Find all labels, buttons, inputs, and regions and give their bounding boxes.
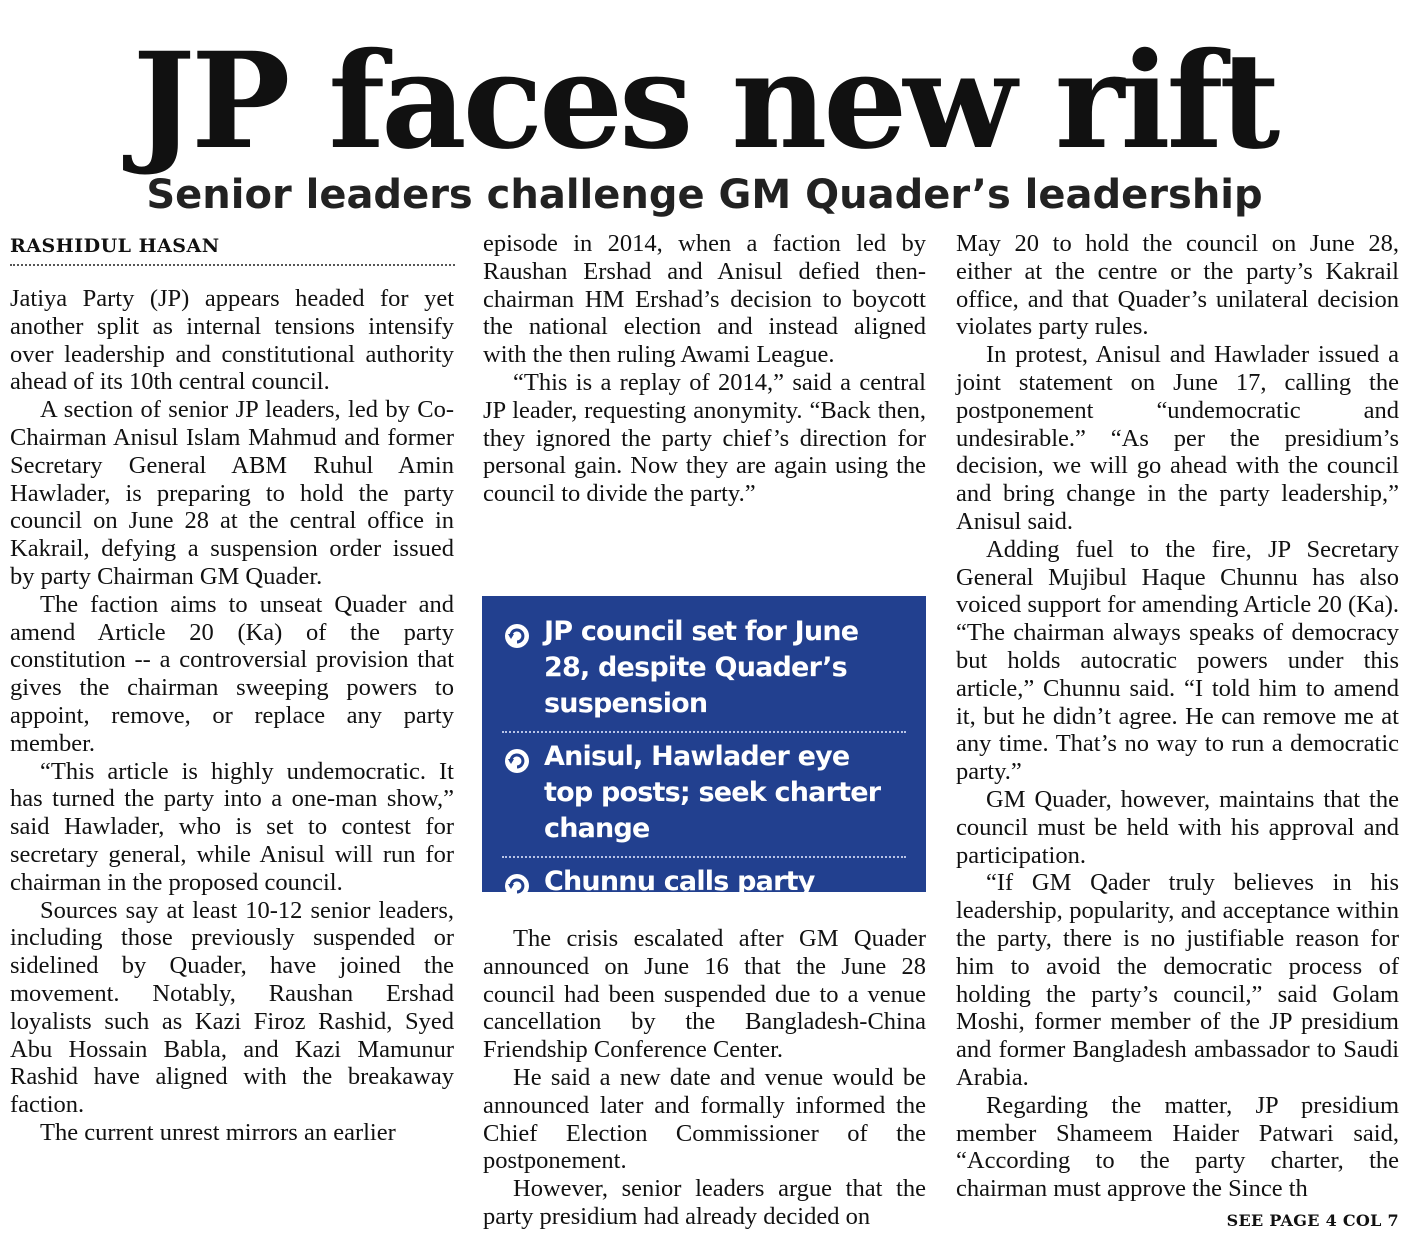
- paragraph: Adding fuel to the fire, JP Secretary General Mujibul Haque Chunnu has also voiced support for amending Article 20 (Ka). “The chairman always speaks of democracy but holds autocratic powers under this article,” Chunnu said. “I told him to amend it, but he didn’t agree. He can remove me at any time. That’s no way to run a democratic party.”: [956, 535, 1399, 786]
- article-column-2-bottom: [483, 925, 926, 1231]
- circular-arrow-icon: [502, 746, 532, 776]
- article-column-2-top: [483, 230, 926, 508]
- paragraph: episode in 2014, when a faction led by Raushan Ershad and Anisul defied then-chairman HM Ershad’s decision to boycott the national election and instead aligned with the then ruling Awami League.: [483, 230, 926, 369]
- paragraph: The crisis escalated after GM Quader announced on June 16 that the June 28 council had been suspended due to a venue cancellation by the Bangladesh-China Friendship Conference Center.: [483, 925, 926, 1064]
- paragraph: He said a new date and venue would be announced later and formally informed the Chief Election Commissioner of the postponement.: [483, 1063, 926, 1175]
- paragraph: GM Quader, however, maintains that the council must be held with his approval and participation.: [956, 785, 1399, 869]
- byline: RASHIDUL HASAN: [10, 234, 455, 266]
- paragraph: “This article is highly undemocratic. It has turned the party into a one-man show,” said Hawlader, who is set to contest for secretary general, while Anisul will run for chairman in the proposed council.: [10, 757, 454, 896]
- circular-arrow-icon: [502, 871, 532, 901]
- paragraph: The faction aims to unseat Quader and amend Article 20 (Ka) of the party constitution -- a controversial provision that gives the chairman sweeping powers to appoint, remove, or replace any party member.: [10, 590, 454, 757]
- circular-arrow-icon: [502, 621, 532, 651]
- paragraph: “This is a replay of 2014,” said a central JP leader, requesting anonymity. “Back then, they ignored the party chief’s direction for personal gain. Now they are again using the council to divide the party.”: [483, 368, 926, 508]
- highlight-item: [502, 608, 906, 733]
- article-column-3: [956, 230, 1399, 1203]
- continuation-link[interactable]: SEE PAGE 4 COL 7: [1226, 1211, 1399, 1230]
- highlight-text: Anisul, Hawlader eye top posts; seek charter change: [544, 741, 881, 844]
- paragraph: A section of senior JP leaders, led by Co-Chairman Anisul Islam Mahmud and former Secretary General ABM Ruhul Amin Hawlader, is preparing to hold the party council on June 28 at the central office in Kakrail, defying a suspension order issued by party Chairman GM Quader.: [10, 396, 454, 590]
- highlight-text: Chunnu calls party leadership ‘autocratic’: [544, 866, 871, 933]
- paragraph: However, senior leaders argue that the party presidium had already decided on: [483, 1175, 926, 1230]
- headline: JP faces new rift: [132, 24, 1277, 179]
- paragraph: Sources say at least 10-12 senior leaders, including those previously suspended or sidelined by Quader, have joined the movement. Notably, Raushan Ershad loyalists such as Kazi Firoz Rashid, Syed Abu Hossain Babla, and Kazi Mamunur Rashid have aligned with the breakaway faction.: [10, 896, 454, 1119]
- paragraph: In protest, Anisul and Hawlader issued a joint statement on June 17, calling the postponement “undemocratic and undesirable.” “As per the presidium’s decision, we will go ahead with the council and bring change in the party leadership,” Anisul said.: [956, 341, 1399, 535]
- paragraph: The current unrest mirrors an earlier: [40, 1118, 396, 1146]
- paragraph: May 20 to hold the council on June 28, either at the centre or the party’s Kakrail office, and that Quader’s unilateral decision violates party rules.: [956, 230, 1399, 341]
- paragraph: “If GM Qader truly believes in his leadership, popularity, and acceptance within the party, there is no justifiable reason for him to avoid the democratic process of holding the party’s council,” said Golam Moshi, former member of the JP presidium and former Bangladesh ambassador to Saudi Arabia.: [956, 869, 1399, 1091]
- paragraph: Regarding the matter, JP presidium member Shameem Haider Patwari said, “According to the party charter, the chairman must approve the Since th: [956, 1091, 1399, 1203]
- article-column-1: [10, 285, 454, 1147]
- paragraph: Jatiya Party (JP) appears headed for yet another split as internal tensions intensify over leadership and constitutional authority ahead of its 10th central council.: [10, 285, 454, 396]
- subheadline: Senior leaders challenge GM Quader’s leadership: [146, 172, 1263, 218]
- highlights-box: [482, 596, 926, 933]
- highlight-text: JP council set for June 28, despite Quader’s suspension: [544, 616, 859, 719]
- highlight-item: [502, 733, 906, 858]
